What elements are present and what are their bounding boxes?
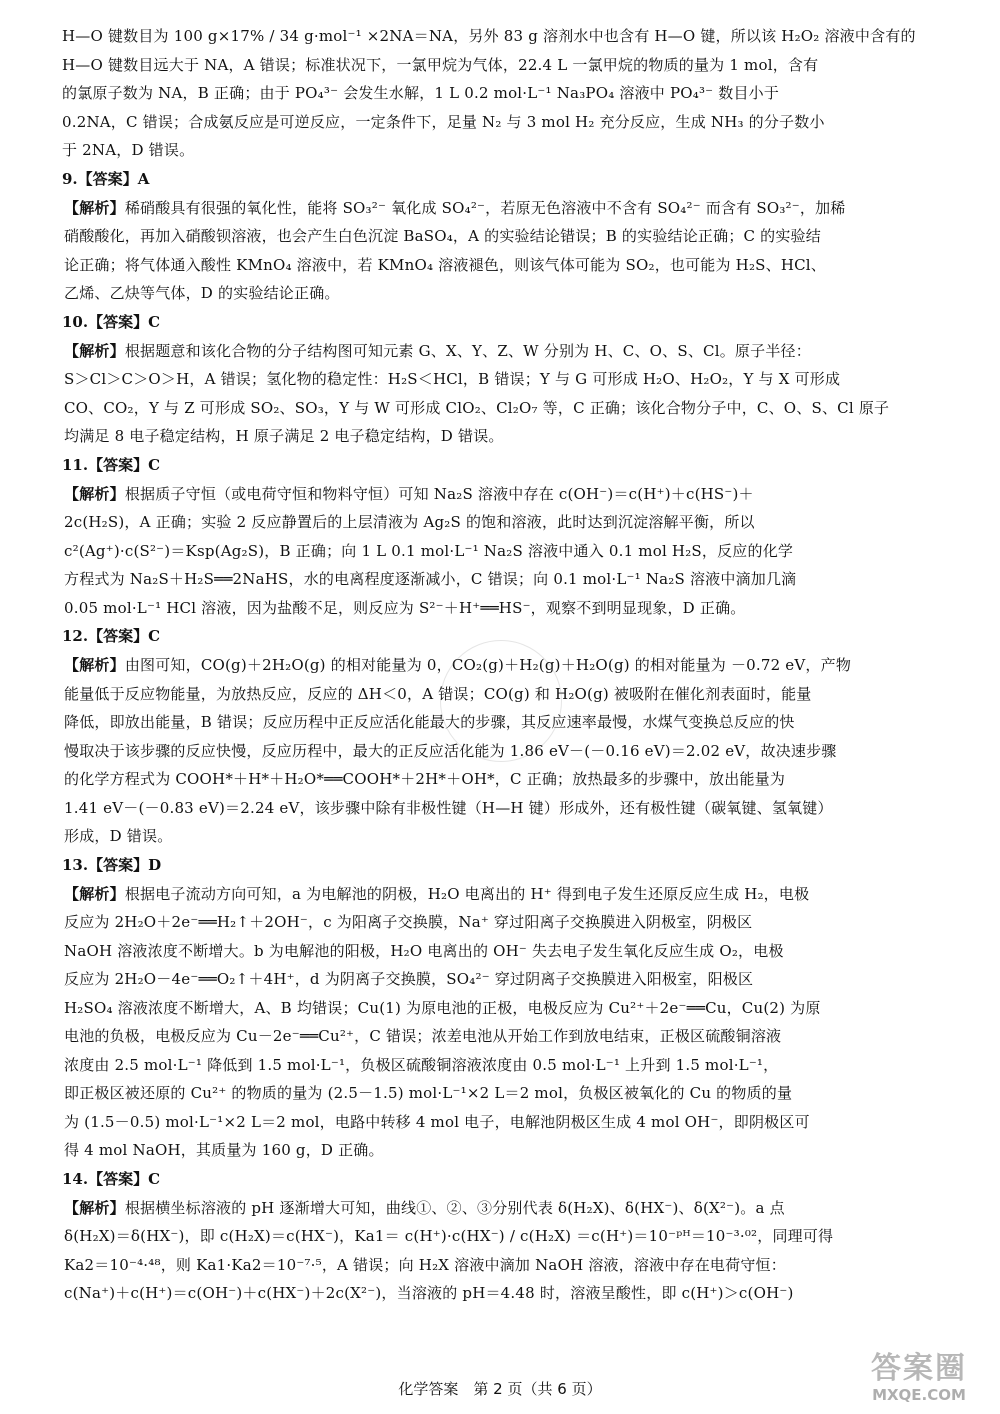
watermark-url: MXQE.COM xyxy=(872,1386,966,1404)
analysis-line: 论正确；将气体通入酸性 KMnO₄ 溶液中，若 KMnO₄ 溶液褪色，则该气体可能为 SO₂，也可能为 H₂S、HCl、 xyxy=(64,255,826,274)
analysis-line: 的化学方程式为 COOH*＋H*＋H₂O*══COOH*＋2H*＋OH*，C 正确；放热最多的步骤中，放出能量为 xyxy=(64,770,786,788)
analysis-line: CO、CO₂，Y 与 Z 可形成 SO₂、SO₃，Y 与 W 可形成 ClO₂、Cl₂O₇ 等，C 正确；该化合物分子中，C、O、S、Cl 原子 xyxy=(64,398,890,417)
analysis-line: Ka2＝10⁻⁴·⁴⁸，则 Ka1·Ka2＝10⁻⁷·⁵，A 错误；向 H₂X 溶液中滴加 NaOH 溶液，溶液中存在电荷守恒： xyxy=(64,1255,786,1274)
question-14 xyxy=(62,1165,950,1308)
analysis-line: 1.41 eV－(－0.83 eV)＝2.24 eV，该步骤中除有非极性键（H—H 键）形成外，还有极性键（碳氧键、氢氧键） xyxy=(64,798,833,817)
analysis-line: 【解析】根据横坐标溶液的 pH 逐渐增大可知，曲线①、②、③分别代表 δ(H₂X)、δ(HX⁻)、δ(X²⁻)。a 点 xyxy=(64,1198,785,1217)
analysis-line: 电池的负极，电极反应为 Cu－2e⁻══Cu²⁺，C 错误；浓差电池从开始工作到放电结束，正极区硫酸铜溶液 xyxy=(64,1027,782,1045)
analysis-line: 反应为 2H₂O－4e⁻══O₂↑＋4H⁺，d 为阴离子交换膜，SO₄²⁻ 穿过阴离子交换膜进入阳极室，阳极区 xyxy=(64,970,754,988)
analysis-line: 为 (1.5－0.5) mol·L⁻¹×2 L＝2 mol，电路中转移 4 mol 电子，电解池阴极区生成 4 mol OH⁻，即阴极区可 xyxy=(64,1112,810,1131)
analysis-line: 【解析】根据质子守恒（或电荷守恒和物料守恒）可知 Na₂S 溶液中存在 c(OH⁻)＝c(H⁺)＋c(HS⁻)＋ xyxy=(64,484,754,503)
analysis-label: 【解析】 xyxy=(64,884,125,903)
analysis-line: 0.05 mol·L⁻¹ HCl 溶液，因为盐酸不足，则反应为 S²⁻＋H⁺══HS⁻，观察不到明显现象，D 正确。 xyxy=(64,598,746,617)
intro-line: 0.2NA，C 错误；合成氨反应是可逆反应，一定条件下，足量 N₂ 与 3 mol H₂ 充分反应，生成 NH₃ 的分子数小 xyxy=(62,112,825,131)
analysis-line: 【解析】根据电子流动方向可知，a 为电解池的阴极，H₂O 电离出的 H⁺ 得到电子发生还原反应生成 H₂，电极 xyxy=(64,884,810,903)
faint-stamp xyxy=(440,640,562,762)
question-13 xyxy=(62,851,950,1165)
analysis-line: 形成，D 错误。 xyxy=(64,827,173,845)
analysis-line: 方程式为 Na₂S＋H₂S══2NaHS，水的电离程度逐渐减小，C 错误；向 0.1 mol·L⁻¹ Na₂S 溶液中滴加几滴 xyxy=(64,570,797,588)
analysis-line: 均满足 8 电子稳定结构，H 原子满足 2 电子稳定结构，D 错误。 xyxy=(64,427,504,445)
watermark-logo xyxy=(844,1352,994,1410)
question-11 xyxy=(62,451,950,623)
analysis-label: 【解析】 xyxy=(64,656,125,674)
answer-heading: 14.【答案】C xyxy=(62,1169,161,1188)
analysis-line: 浓度由 2.5 mol·L⁻¹ 降低到 1.5 mol·L⁻¹，负极区硫酸铜溶液浓度由 0.5 mol·L⁻¹ 上升到 1.5 mol·L⁻¹， xyxy=(64,1055,779,1074)
answer-heading: 11.【答案】C xyxy=(62,455,161,474)
analysis-line: 降低，即放出能量，B 错误；反应历程中正反应活化能最大的步骤，其反应速率最慢，水煤气变换总反应的快 xyxy=(64,713,795,731)
intro-line: H—O 键数目远大于 NA，A 错误；标准状况下，一氯甲烷为气体，22.4 L 一氯甲烷的物质的量为 1 mol，含有 xyxy=(62,55,819,74)
analysis-line: c²(Ag⁺)·c(S²⁻)＝Ksp(Ag₂S)，B 正确；向 1 L 0.1 mol·L⁻¹ Na₂S 溶液中通入 0.1 mol H₂S，反应的化学 xyxy=(64,541,794,560)
analysis-line: H₂SO₄ 溶液浓度不断增大，A、B 均错误；Cu(1) 为原电池的正极，电极反应为 Cu²⁺＋2e⁻══Cu，Cu(2) 为原 xyxy=(64,998,821,1017)
analysis-line: NaOH 溶液浓度不断增大。b 为电解池的阳极，H₂O 电离出的 OH⁻ 失去电子发生氧化反应生成 O₂，电极 xyxy=(64,941,784,960)
page-footer: 化学答案 第 2 页（共 6 页） xyxy=(398,1380,602,1398)
intro-line: 于 2NA，D 错误。 xyxy=(62,141,195,159)
analysis-line: 即正极区被还原的 Cu²⁺ 的物质的量为 (2.5－1.5) mol·L⁻¹×2 L＝2 mol，负极区被氧化的 Cu 的物质的量 xyxy=(64,1084,793,1102)
intro-line: H—O 键数目为 100 g×17% / 34 g·mol⁻¹ ×2NA＝NA，另外 83 g 溶剂水中也含有 H—O 键，所以该 H₂O₂ 溶液中含有的 xyxy=(62,27,916,45)
analysis-label: 【解析】 xyxy=(64,198,125,217)
analysis-label: 【解析】 xyxy=(64,1198,125,1217)
watermark-text: 答案圈 xyxy=(871,1351,967,1386)
analysis-line: δ(H₂X)＝δ(HX⁻)，即 c(H₂X)＝c(HX⁻)，Ka1＝ c(H⁺)·c(HX⁻) / c(H₂X) ＝c(H⁺)＝10⁻ᵖᴴ＝10⁻³·⁰²，同理可得 xyxy=(64,1227,834,1245)
answer-heading: 10.【答案】C xyxy=(62,312,161,331)
intro-line: 的氯原子数为 NA，B 正确；由于 PO₄³⁻ 会发生水解，1 L 0.2 mol·L⁻¹ Na₃PO₄ 溶液中 PO₄³⁻ 数目小于 xyxy=(62,84,780,102)
analysis-line: S＞Cl＞C＞O＞H，A 错误；氢化物的稳定性：H₂S＜HCl，B 错误；Y 与 G 可形成 H₂O、H₂O₂，Y 与 X 可形成 xyxy=(64,370,841,388)
analysis-line: 能量低于反应物能量，为放热反应，反应的 ΔH＜0，A 错误；CO(g) 和 H₂O(g) 被吸附在催化剂表面时，能量 xyxy=(64,684,812,703)
analysis-line: 反应为 2H₂O＋2e⁻══H₂↑＋2OH⁻，c 为阳离子交换膜，Na⁺ 穿过阳离子交换膜进入阴极室，阴极区 xyxy=(64,913,753,931)
analysis-line: 乙烯、乙炔等气体，D 的实验结论正确。 xyxy=(64,284,340,302)
analysis-line: 硝酸酸化，再加入硝酸钡溶液，也会产生白色沉淀 BaSO₄，A 的实验结论错误；B 的实验结论正确；C 的实验结 xyxy=(64,227,821,245)
analysis-line: 得 4 mol NaOH，其质量为 160 g，D 正确。 xyxy=(64,1141,384,1159)
analysis-line: 【解析】稀硝酸具有很强的氧化性，能将 SO₃²⁻ 氧化成 SO₄²⁻，若原无色溶液中不含有 SO₄²⁻ 而含有 SO₃²⁻，加稀 xyxy=(64,198,846,217)
answer-heading: 9.【答案】A xyxy=(62,169,150,188)
analysis-line: 【解析】由图可知，CO(g)＋2H₂O(g) 的相对能量为 0，CO₂(g)＋H₂(g)＋H₂O(g) 的相对能量为 －0.72 eV，产物 xyxy=(64,656,852,674)
intro-block xyxy=(62,22,950,165)
analysis-line: c(Na⁺)＋c(H⁺)＝c(OH⁻)＋c(HX⁻)＋2c(X²⁻)，当溶液的 pH＝4.48 时，溶液呈酸性，即 c(H⁺)＞c(OH⁻) xyxy=(64,1284,794,1302)
analysis-label: 【解析】 xyxy=(64,484,125,503)
question-10 xyxy=(62,308,950,451)
analysis-line: 慢取决于该步骤的反应快慢，反应历程中，最大的正反应活化能为 1.86 eV－(－0.16 eV)＝2.02 eV，故决速步骤 xyxy=(64,741,837,760)
analysis-line: 【解析】根据题意和该化合物的分子结构图可知元素 G、X、Y、Z、W 分别为 H、C、O、S、Cl。原子半径： xyxy=(64,341,811,360)
analysis-line: 2c(H₂S)，A 正确；实验 2 反应静置后的上层清液为 Ag₂S 的饱和溶液，此时达到沉淀溶解平衡，所以 xyxy=(64,513,755,531)
answer-heading: 12.【答案】C xyxy=(62,627,161,645)
question-9 xyxy=(62,165,950,308)
answer-heading: 13.【答案】D xyxy=(62,855,162,874)
analysis-label: 【解析】 xyxy=(64,341,125,360)
